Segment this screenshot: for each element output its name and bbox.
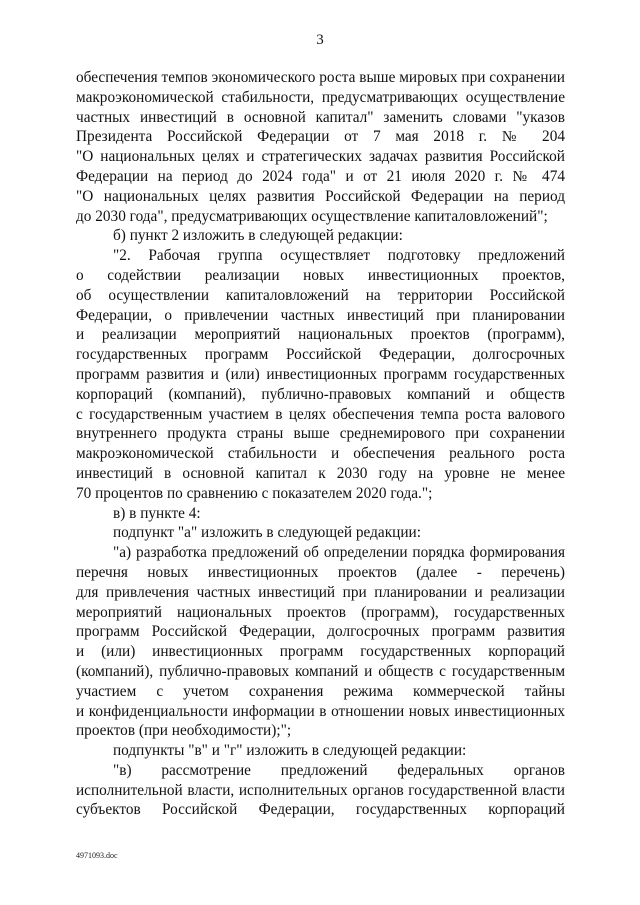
- text-line: перечня новых инвестиционных проектов (далее - перечень): [76, 563, 565, 581]
- text-line: частных инвестиций в основной капитал" заменить словами "указов: [76, 108, 565, 126]
- text-line: программ развития и (или) инвестиционных программ государственных: [76, 365, 565, 383]
- text-line: об осуществлении капиталовложений на территории Российской: [76, 286, 565, 304]
- text-line: "О национальных целях и стратегических задачах развития Российской: [76, 148, 565, 166]
- page-number: 3: [316, 32, 324, 48]
- text-line: проектов (при необходимости);";: [76, 722, 292, 740]
- text-line: для привлечения частных инвестиций при планировании и реализации: [76, 583, 565, 601]
- text-line: в) в пункте 4:: [113, 504, 201, 522]
- text-line: государственных программ Российской Федерации, долгосрочных: [76, 346, 565, 364]
- text-line: обеспечения темпов экономического роста выше мировых при сохранении: [76, 69, 565, 86]
- text-line: "в) рассмотрение предложений федеральных органов: [113, 761, 565, 779]
- text-line: (компаний), публично-правовых компаний и обществ с государственным: [76, 662, 565, 680]
- document-body: [76, 68, 565, 820]
- text-line: о содействии реализации новых инвестиционных проектов,: [76, 266, 565, 284]
- text-line: внутреннего продукта страны выше среднемирового при сохранении: [76, 425, 565, 443]
- text-line: и (или) инвестиционных программ государственных корпораций: [76, 643, 565, 661]
- text-line: и конфиденциальности информации в отношении новых инвестиционных: [76, 702, 565, 720]
- text-line: мероприятий национальных проектов (программ), государственных: [76, 603, 565, 621]
- text-line: 70 процентов по сравнению с показателем 2020 года.";: [76, 484, 433, 502]
- text-line: корпораций (компаний), публично-правовых компаний и обществ: [76, 385, 565, 403]
- text-line: макроэкономической стабильности и обеспечения реального роста: [76, 445, 565, 463]
- text-line: Федерации на период до 2024 года" и от 21 июля 2020 г. № 474: [76, 167, 565, 185]
- text-line: б) пункт 2 изложить в следующей редакции:: [113, 227, 403, 245]
- text-line: "а) разработка предложений об определении порядка формирования: [113, 544, 565, 562]
- text-line: "2. Рабочая группа осуществляет подготовку предложений: [113, 247, 565, 265]
- text-line: субъектов Российской Федерации, государственных корпораций: [76, 801, 565, 819]
- text-line: подпункты "в" и "г" изложить в следующей редакции:: [113, 742, 467, 760]
- text-line: участием с учетом сохранения режима коммерческой тайны: [76, 682, 565, 700]
- text-line: исполнительной власти, исполнительных органов государственной власти: [76, 781, 565, 799]
- text-line: Президента Российской Федерации от 7 мая 2018 г. № 204: [76, 128, 565, 146]
- text-line: инвестиций в основной капитал к 2030 году на уровне не менее: [76, 464, 565, 482]
- footer-doc-code: 4971093.doc: [76, 851, 118, 860]
- text-line: подпункт "а" изложить в следующей редакции:: [113, 524, 421, 542]
- text-line: макроэкономической стабильности, предусматривающих осуществление: [76, 88, 565, 106]
- text-line: Федерации, о привлечении частных инвестиций при планировании: [76, 306, 565, 324]
- text-line: программ Российской Федерации, долгосрочных программ развития: [76, 623, 565, 641]
- text-line: и реализации мероприятий национальных проектов (программ),: [76, 326, 565, 344]
- text-line: с государственным участием в целях обеспечения темпа роста валового: [76, 405, 565, 423]
- text-line: до 2030 года", предусматривающих осуществление капиталовложений";: [76, 207, 548, 225]
- text-line: "О национальных целях развития Российской Федерации на период: [76, 187, 565, 205]
